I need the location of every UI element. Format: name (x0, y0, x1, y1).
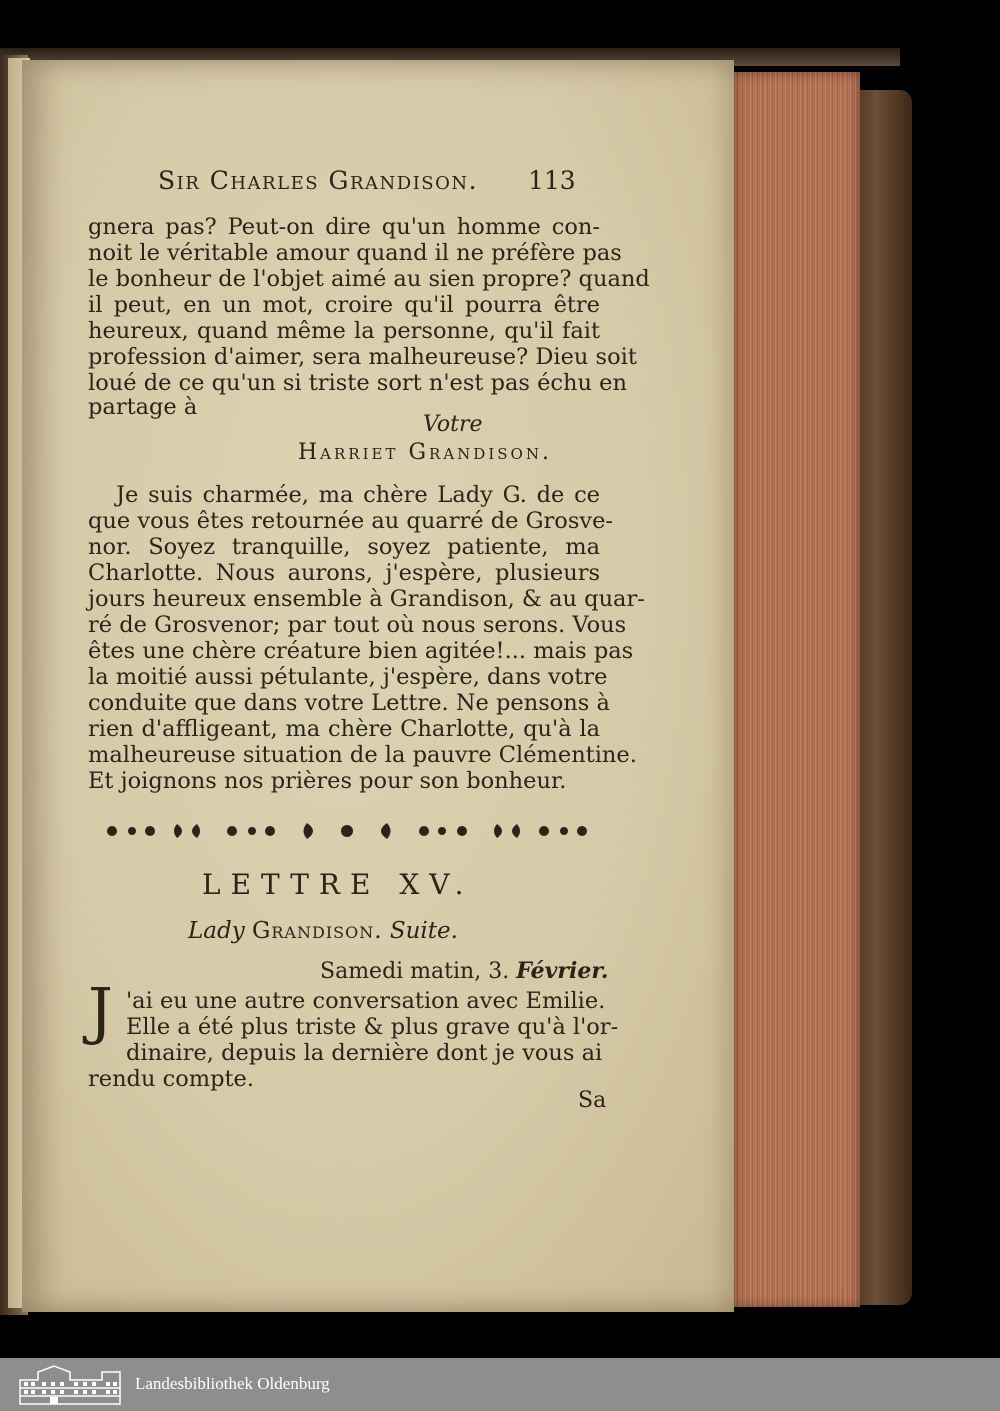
text-line: profession d'aimer, sera malheureuse? Dieu soit (88, 344, 637, 370)
letter-title: LETTRE XV. (202, 868, 474, 901)
drop-capital: J (88, 974, 113, 1047)
text-line: 'ai eu une autre conversation avec Emilie. (126, 988, 606, 1014)
letter-subtitle-lady: Lady (188, 918, 245, 944)
ornament-divider (92, 818, 602, 844)
catchword: Sa (578, 1088, 607, 1113)
ornament-icon (92, 818, 602, 844)
text-line: Je suis charmée, ma chère Lady G. de ce (116, 482, 600, 508)
letter-subtitle-name: Grandison. (252, 918, 383, 944)
text-line: dinaire, depuis la dernière dont je vous ai (126, 1040, 603, 1066)
text-line: Elle a été plus triste & plus grave qu'à l'or- (126, 1014, 619, 1040)
text-line: rendu compte. (88, 1066, 255, 1092)
date-month: Février. (516, 958, 609, 984)
text-line: noit le véritable amour quand il ne préfère pas (88, 240, 622, 266)
text-line: heureux, quand même la personne, qu'il fait (88, 318, 600, 344)
library-name[interactable]: Landesbibliothek Oldenburg (135, 1374, 330, 1393)
text-line: il peut, en un mot, croire qu'il pourra être (88, 292, 600, 318)
text-line: conduite que dans votre Lettre. Ne pensons à (88, 690, 610, 716)
page-edges (734, 72, 860, 1307)
letter-subtitle-suite: Suite. (389, 918, 458, 944)
running-head: Sir Charles Grandison. (158, 166, 479, 195)
text-line: Charlotte. Nous aurons, j'espère, plusieurs (88, 560, 600, 586)
date-text: Samedi matin, 3. (320, 959, 510, 984)
text-line: malheureuse situation de la pauvre Clémentine. (88, 742, 637, 768)
text-line: jours heureux ensemble à Grandison, & au quar- (88, 586, 645, 612)
text-line: que vous êtes retournée au quarré de Grosve- (88, 508, 614, 534)
text-line: ré de Grosvenor; par tout où nous serons. Vous (88, 612, 627, 638)
signature: Harriet Grandison. (298, 440, 552, 465)
salutation: Votre (423, 412, 483, 437)
date-line (320, 958, 609, 984)
library-building-icon[interactable] (18, 1364, 122, 1406)
footer-bar (0, 1358, 1000, 1411)
book-cover-right (852, 90, 912, 1305)
letter-subtitle (188, 918, 458, 944)
text-line: gnera pas? Peut-on dire qu'un homme con- (88, 214, 600, 240)
text-line: la moitié aussi pétulante, j'espère, dans votre (88, 664, 608, 690)
text-line: le bonheur de l'objet aimé au sien propre? quand (88, 266, 650, 292)
page-number: 113 (528, 166, 576, 195)
text-line: nor. Soyez tranquille, soyez patiente, ma (88, 534, 600, 560)
text-line: loué de ce qu'un si triste sort n'est pas échu en (88, 370, 627, 396)
text-line: êtes une chère créature bien agitée!... mais pas (88, 638, 634, 664)
text-line: rien d'affligeant, ma chère Charlotte, qu'à la (88, 716, 600, 742)
text-line: partage à (88, 394, 198, 420)
text-line: Et joignons nos prières pour son bonheur. (88, 768, 567, 794)
